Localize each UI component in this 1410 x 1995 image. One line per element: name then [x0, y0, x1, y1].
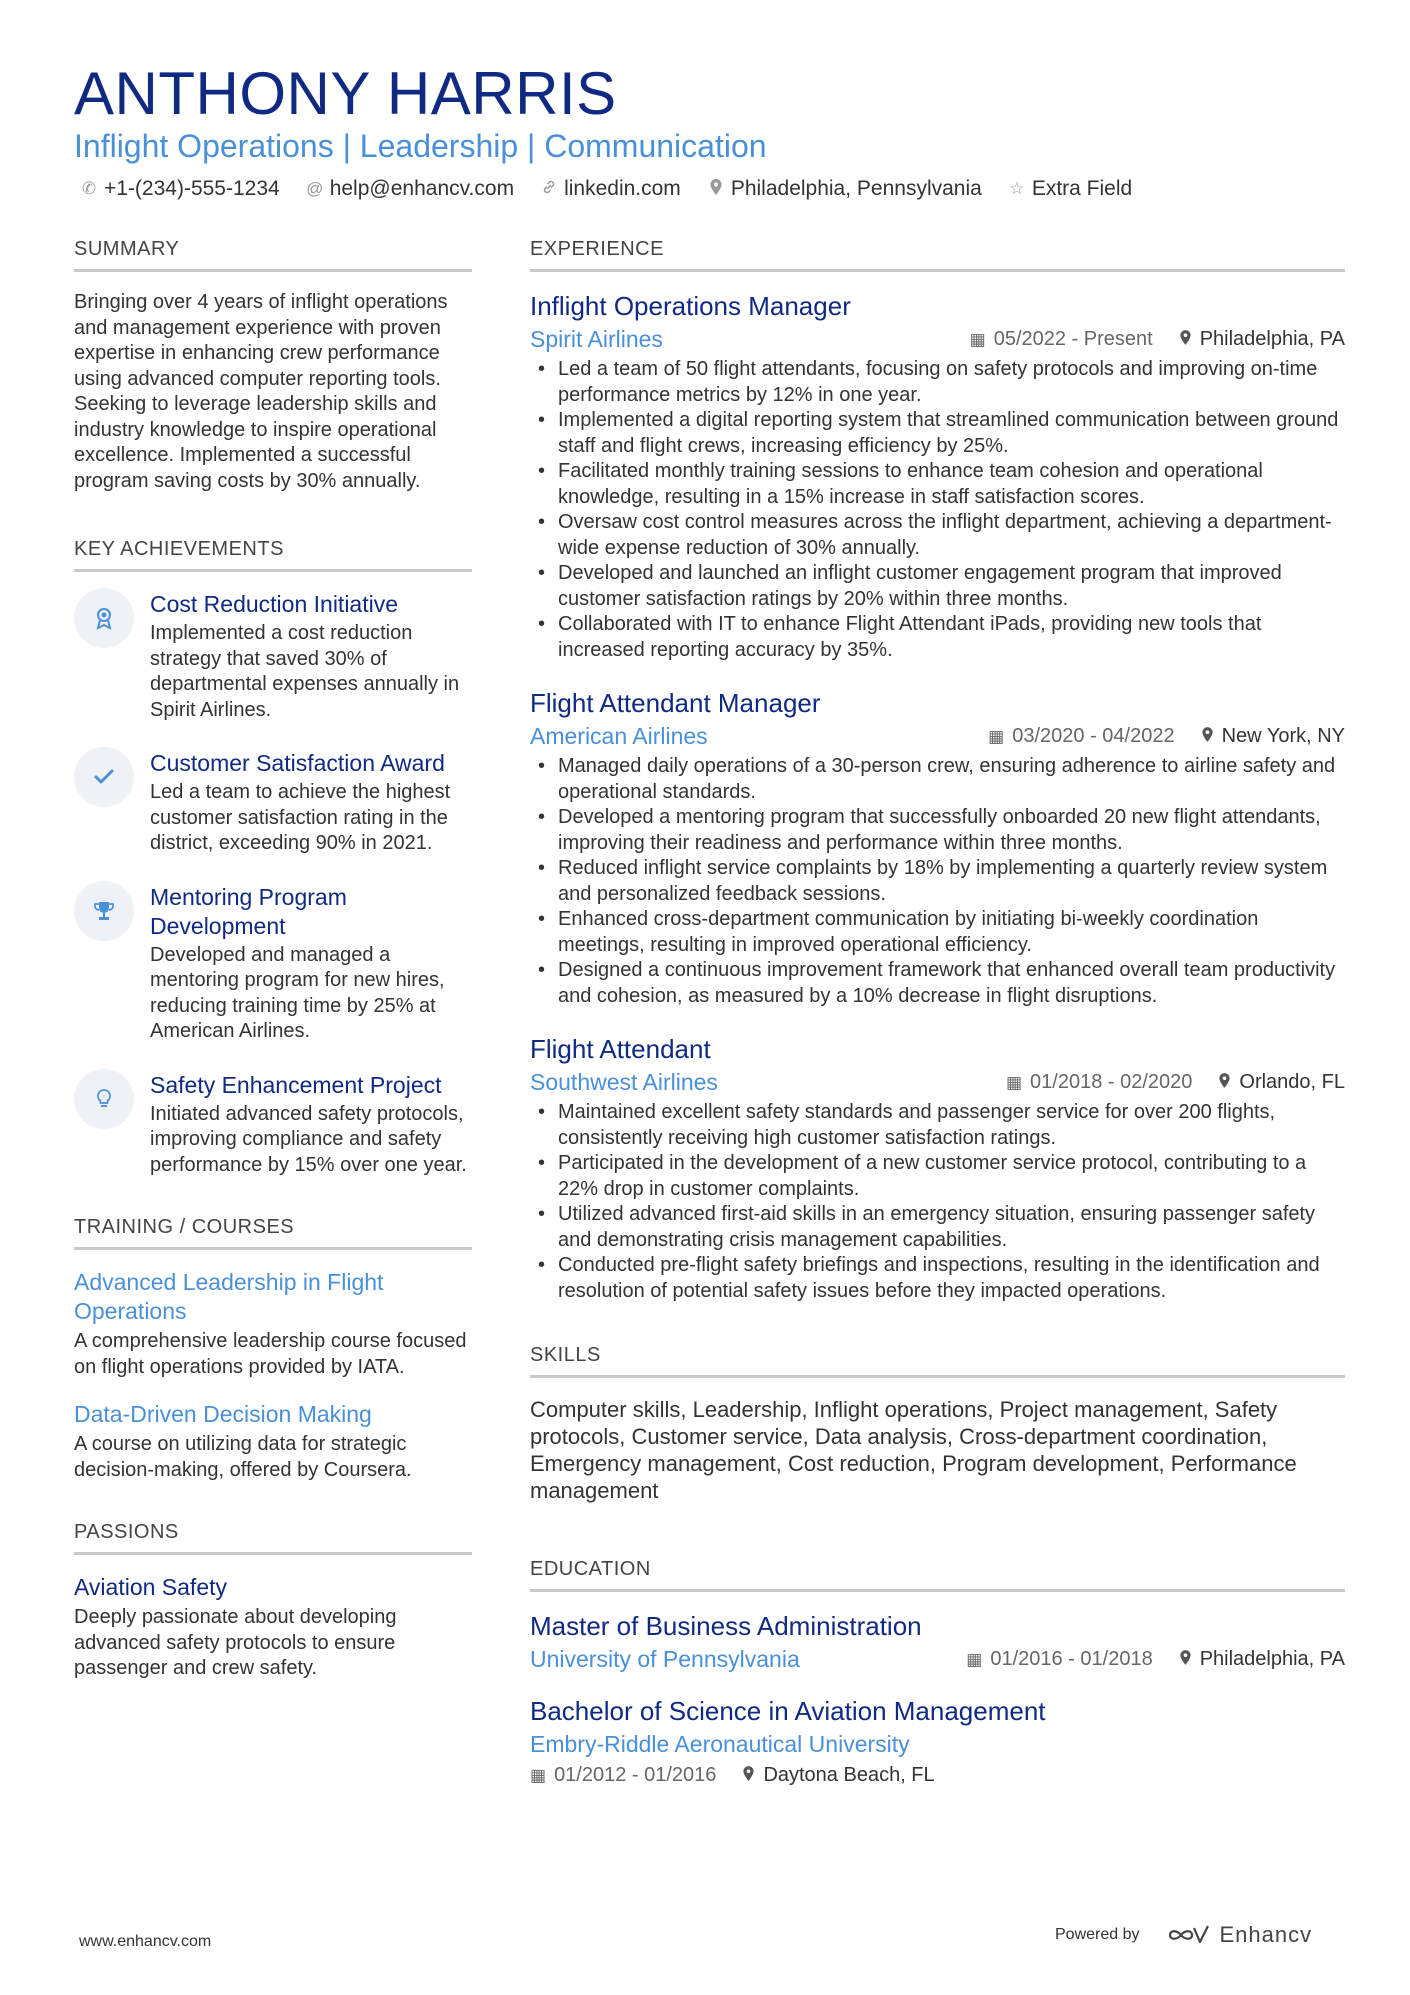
education-date: 01/2012 - 01/2016	[554, 1764, 717, 1786]
contact-email[interactable]: @ help@enhancv.com	[306, 177, 515, 200]
job-entry	[530, 1033, 1345, 1304]
job-bullets	[530, 754, 1345, 1009]
list-item: • Oversaw cost control measures across the inflight department, achieving a department-wide expense reduction of 30% annually.	[530, 510, 1345, 561]
achievement-text: Implemented a cost reduction strategy that saved 30% of departmental expenses annually in Spirit Airlines.	[150, 622, 460, 721]
calendar-icon: ▦	[969, 329, 986, 349]
achievement-title: Customer Satisfaction Award	[150, 750, 445, 776]
education-location: Philadelphia, PA	[1199, 1648, 1345, 1670]
list-item: • Enhanced cross-department communication by initiating bi-weekly coordination meetings, resulting in improved operational efficiency.	[530, 907, 1345, 958]
contact-bar	[80, 177, 1158, 201]
job-title: Flight Attendant Manager	[530, 688, 821, 718]
training-text: A course on utilizing data for strategic decision-making, offered by Coursera.	[74, 1433, 412, 1481]
company-name: Spirit Airlines	[530, 326, 663, 352]
calendar-icon: ▦	[966, 1649, 983, 1669]
at-icon: @	[306, 179, 324, 198]
passion-item	[74, 1573, 472, 1682]
job-title: Flight Attendant	[530, 1034, 711, 1064]
achievement-text: Initiated advanced safety protocols, improving compliance and safety performance by 15% over one year.	[150, 1102, 467, 1176]
experience-heading: EXPERIENCE	[530, 238, 1345, 272]
list-item: • Participated in the development of a new customer service protocol, contributing to a 22% drop in customer complaints.	[530, 1151, 1345, 1202]
achievement-item	[74, 883, 472, 1045]
achievement-title: Safety Enhancement Project	[150, 1071, 442, 1098]
training-text: A comprehensive leadership course focused on flight operations provided by IATA.	[74, 1330, 467, 1378]
list-item: • Facilitated monthly training sessions to enhance team cohesion and operational knowledge, resulting in a 15% increase in staff satisfaction scores.	[530, 459, 1345, 510]
contact-extra: ☆ Extra Field	[1009, 177, 1133, 200]
left-column	[74, 238, 472, 1682]
contact-phone[interactable]: ✆ +1-(234)-555-1234	[81, 177, 280, 200]
passions-heading: PASSIONS	[74, 1521, 472, 1555]
skills-heading: SKILLS	[530, 1344, 1345, 1378]
education-heading: EDUCATION	[530, 1558, 1345, 1592]
right-column	[530, 238, 1345, 1809]
achievement-item	[74, 590, 472, 723]
training-item	[74, 1268, 472, 1380]
contact-linkedin[interactable]: linkedin.com	[540, 177, 681, 201]
achievements-heading: KEY ACHIEVEMENTS	[74, 538, 472, 572]
lightbulb-icon	[74, 1069, 134, 1129]
achievement-title: Cost Reduction Initiative	[150, 591, 399, 617]
school-name: University of Pennsylvania	[530, 1646, 800, 1672]
summary-heading: SUMMARY	[74, 238, 472, 272]
summary-text: Bringing over 4 years of inflight operations and management experience with proven expertise in enhancing crew performance using advanced computer reporting tools. Seeking to leverage leadership skills and industry knowledge to inspire operational excellence. Implemented a successful program saving costs by 30% annually.	[74, 291, 448, 492]
award-icon	[74, 588, 134, 648]
job-date: 03/2020 - 04/2022	[1012, 725, 1175, 747]
list-item: • Reduced inflight service complaints by 18% by implementing a quarterly review system and personalized feedback sessions.	[530, 856, 1345, 907]
list-item: • Maintained excellent safety standards and passenger service for over 200 flights, consistently receiving high customer satisfaction ratings.	[530, 1100, 1345, 1151]
skills-text: Computer skills, Leadership, Inflight operations, Project management, Safety protocols, Customer service, Data analysis, Cross-department coordination, Emergency management, Cost reduction, Program development, Performance management	[530, 1397, 1297, 1503]
achievement-title: Mentoring Program Development	[150, 883, 347, 939]
education-location: Daytona Beach, FL	[763, 1764, 935, 1786]
list-item: • Designed a continuous improvement framework that enhanced overall team productivity and cohesion, as measured by a 10% decrease in flight disruptions.	[530, 958, 1345, 1009]
footer-website[interactable]: www.enhancv.com	[79, 1933, 212, 1950]
job-location: New York, NY	[1221, 725, 1345, 747]
footer-branding	[1055, 1922, 1312, 1948]
list-item: • Led a team of 50 flight attendants, focusing on safety protocols and improving on-time performance metrics by 12% in one year.	[530, 357, 1345, 408]
location-pin-icon	[742, 1765, 755, 1787]
trophy-icon	[74, 881, 134, 941]
degree-title: Master of Business Administration	[530, 1611, 922, 1641]
school-name: Embry-Riddle Aeronautical University	[530, 1731, 910, 1757]
location-pin-icon	[1201, 726, 1214, 748]
list-item: • Developed a mentoring program that successfully onboarded 20 new flight attendants, improving their readiness and performance within three months.	[530, 805, 1345, 856]
education-entry	[530, 1610, 1345, 1673]
job-date: 05/2022 - Present	[993, 328, 1153, 350]
achievement-item	[74, 749, 472, 857]
location-pin-icon	[1179, 1649, 1192, 1671]
education-entry	[530, 1695, 1345, 1787]
job-location: Philadelphia, PA	[1199, 328, 1345, 350]
achievement-text: Led a team to achieve the highest customer satisfaction rating in the district, exceeding 90% in 2021.	[150, 781, 451, 854]
candidate-name: ANTHONY HARRIS	[74, 60, 617, 127]
job-entry	[530, 290, 1345, 663]
training-item	[74, 1400, 472, 1483]
job-entry	[530, 687, 1345, 1009]
checkmark-icon	[74, 747, 134, 807]
powered-by-label: Powered by	[1055, 1926, 1140, 1943]
training-title: Advanced Leadership in Flight Operations	[74, 1269, 384, 1324]
achievement-text: Developed and managed a mentoring program for new hires, reducing training time by 25% at American Airlines.	[150, 943, 445, 1042]
location-pin-icon	[1218, 1072, 1231, 1094]
list-item: • Conducted pre-flight safety briefings and inspections, resulting in the identification and resolution of potential safety issues before they impacted operations.	[530, 1253, 1345, 1304]
calendar-icon: ▦	[530, 1765, 547, 1785]
job-date: 01/2018 - 02/2020	[1030, 1071, 1193, 1093]
training-heading: TRAINING / COURSES	[74, 1216, 472, 1250]
passion-text: Deeply passionate about developing advanced safety protocols to ensure passenger and crew safety.	[74, 1606, 397, 1679]
calendar-icon: ▦	[988, 726, 1005, 746]
star-icon: ☆	[1009, 179, 1025, 198]
list-item: • Developed and launched an inflight customer engagement program that improved customer satisfaction ratings by 20% within three months.	[530, 561, 1345, 612]
list-item: • Managed daily operations of a 30-person crew, ensuring adherence to airline safety and operational standards.	[530, 754, 1345, 805]
phone-icon: ✆	[81, 179, 97, 198]
location-pin-icon	[707, 178, 725, 201]
candidate-headline: Inflight Operations | Leadership | Communication	[74, 128, 767, 164]
brand-logo[interactable]: Enhancv	[1166, 1922, 1313, 1948]
enhancv-logo-icon	[1166, 1923, 1212, 1947]
list-item: • Utilized advanced first-aid skills in an emergency situation, ensuring passenger safety and demonstrating crisis management capabilities.	[530, 1202, 1345, 1253]
training-title: Data-Driven Decision Making	[74, 1401, 372, 1427]
job-location: Orlando, FL	[1239, 1071, 1345, 1093]
link-icon	[540, 179, 558, 200]
job-bullets	[530, 357, 1345, 663]
passion-title: Aviation Safety	[74, 1574, 228, 1600]
achievement-item	[74, 1071, 472, 1179]
list-item: • Collaborated with IT to enhance Flight Attendant iPads, providing new tools that increased reporting accuracy by 35%.	[530, 612, 1345, 663]
calendar-icon: ▦	[1005, 1072, 1023, 1092]
degree-title: Bachelor of Science in Aviation Management	[530, 1696, 1046, 1726]
education-date: 01/2016 - 01/2018	[990, 1648, 1153, 1670]
list-item: • Implemented a digital reporting system that streamlined communication between ground staff and flight crews, increasing efficiency by 25%.	[530, 408, 1345, 459]
location-pin-icon	[1179, 329, 1192, 351]
job-bullets	[530, 1100, 1345, 1304]
job-title: Inflight Operations Manager	[530, 291, 851, 321]
contact-location: Philadelphia, Pennsylvania	[707, 177, 982, 201]
skills-list	[530, 1396, 1345, 1504]
company-name: American Airlines	[530, 723, 708, 749]
company-name: Southwest Airlines	[530, 1069, 718, 1095]
